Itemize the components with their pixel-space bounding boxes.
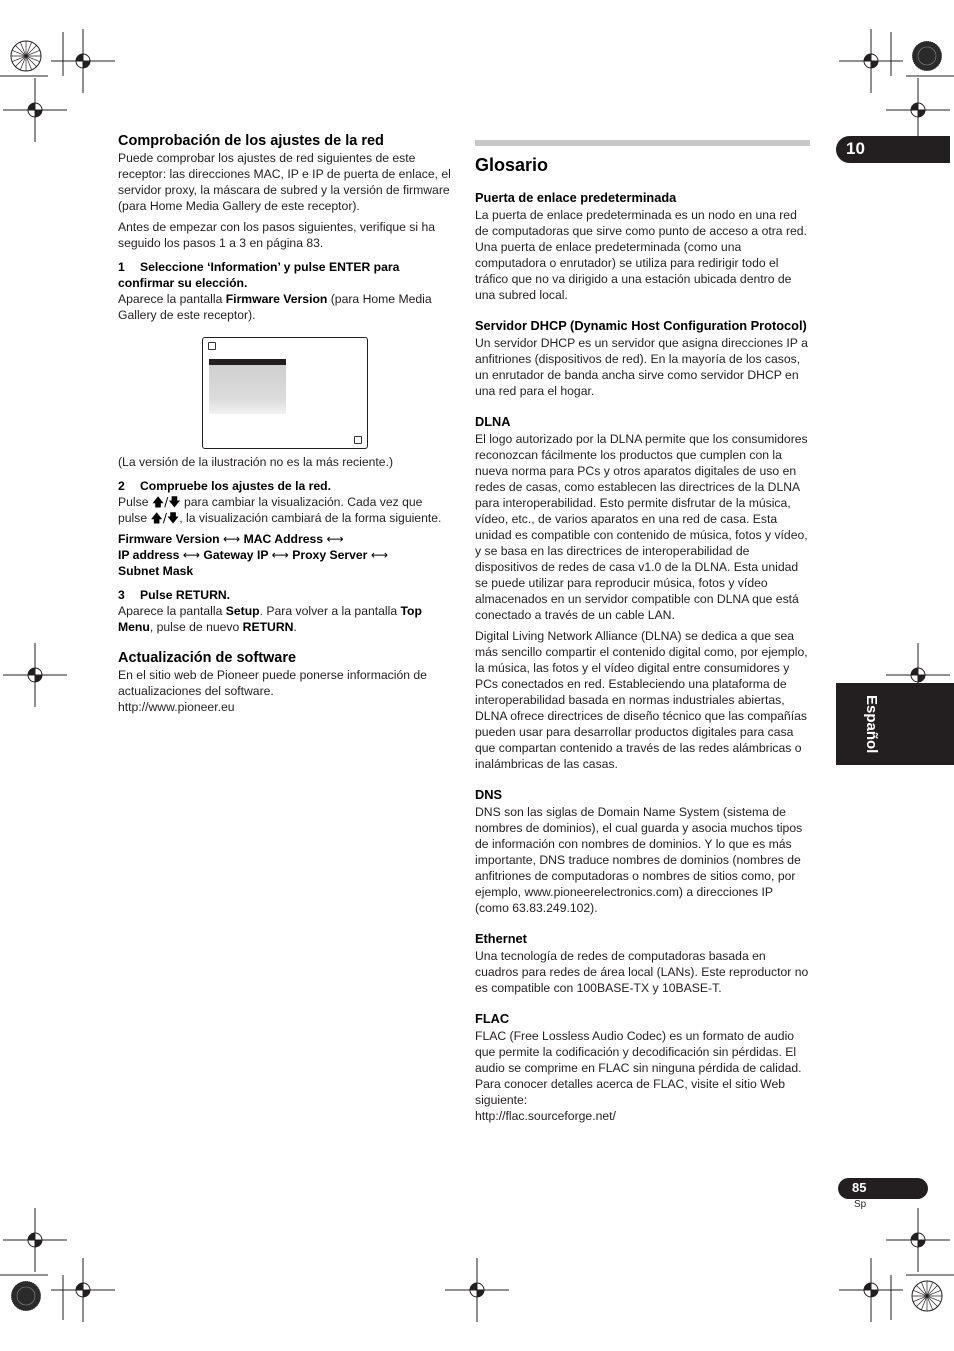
step-number: 1 — [118, 260, 125, 274]
page-number-badge — [838, 1178, 928, 1199]
glossary-term: Servidor DHCP (Dynamic Host Configuration Protocol) — [475, 318, 807, 333]
step-1-heading — [118, 259, 453, 291]
up-down-arrows-icon: 🡅/🡇 — [150, 511, 180, 525]
display-sequence: Firmware Version ⟷ MAC Address ⟷ IP address ⟷ Gateway IP ⟷ Proxy Server ⟷ Subnet Mask — [118, 532, 389, 578]
screen-icon-bottom — [354, 436, 362, 444]
intro-paragraph: Puede comprobar los ajustes de red siguientes de este receptor: las direcciones MAC, IP e IP de puerta de enlace, el servidor proxy, la máscara de subred y la versión de firmware (para Home Media Gallery de este receptor). — [118, 151, 451, 213]
firmware-screen-illustration — [202, 337, 368, 449]
step-1-text: Aparece la pantalla Firmware Version (para Home Media Gallery de este receptor). — [118, 292, 432, 322]
glossary-term: Puerta de enlace predeterminada — [475, 190, 677, 205]
prerequisite-paragraph: Antes de empezar con los pasos siguientes, verifique si ha seguido los pasos 1 a 3 en página 83. — [118, 220, 436, 250]
double-arrow-icon: ⟷ — [370, 548, 389, 562]
flac-url: http://flac.sourceforge.net/ — [475, 1109, 616, 1123]
pioneer-url: http://www.pioneer.eu — [118, 700, 235, 714]
glossary-definition: El logo autorizado por la DLNA permite que los consumidores reconozcan fácilmente los productos que cumplen con la nueva norma para PCs y otros aparatos digitales de uso en redes de casas, como establecen las directrices de la DLNA para interoperabilidad. Esto permite disfrutar de la música, vídeo, etc., de varios aparatos en una red de casa. Esta unidad es compatible con contenido de música, fotos y vídeo, y se basa en las directrices de interoperabilidad de dispositivos de redes de casa v1.0 de la DLNA. Esta unidad se puede utilizar para reproducir música, fotos y vídeo almacenados en un servidor compatible con DLNA que está conectado a través de un cable LAN. — [475, 432, 808, 622]
section-title-network-check: Comprobación de los ajustes de la red — [118, 133, 384, 149]
page-language-code: Sp — [854, 1199, 867, 1210]
glossary-term: FLAC — [475, 1011, 510, 1026]
step-3-heading: 3 Pulse RETURN. — [118, 588, 231, 602]
glossary-term: DLNA — [475, 414, 511, 429]
double-arrow-icon: ⟷ — [326, 532, 344, 546]
screen-menu-area — [209, 365, 286, 414]
chapter-tab — [836, 136, 950, 163]
glossary-definition: Una tecnología de redes de computadoras basada en cuadros para redes de área local (LANs). Este reproductor no es compatible con 100BASE-TX y 10BASE-T. — [475, 949, 809, 995]
glossary-definition: FLAC (Free Lossless Audio Codec) es un formato de audio que permite la codificación y decodificación sin pérdidas. El audio se comprime en FLAC sin ninguna pérdida de calidad. Para conocer detalles acerca de FLAC, visite el sitio Web siguiente: — [475, 1029, 802, 1107]
step-2-heading: 2 Compruebe los ajustes de la red. — [118, 479, 331, 493]
glossary-term: Ethernet — [475, 931, 527, 946]
chapter-number: 10 — [846, 139, 865, 158]
page-number: 85 — [852, 1180, 867, 1195]
step-title: Seleccione ‘Information’ y pulse ENTER para confirmar su elección. — [118, 260, 400, 290]
double-arrow-icon: ⟷ — [223, 532, 241, 546]
glossary-column — [475, 140, 810, 1124]
double-arrow-icon: ⟷ — [182, 548, 201, 562]
glossary-definition: Digital Living Network Alliance (DLNA) se dedica a que sea más sencillo compartir el contenido digital como, por ejemplo, la música, las fotos y el vídeo digital entre consumidores y PCs conectados en red. Estableciendo una plataforma de interoperabilidad basada en normas industriales abiertas, DLNA ofrece directrices de diseño técnico que las compañías pueden usar para desarrollar productos digitales para casa que compartan contenido a través de las redes alámbricas o inalámbricas de las casas. — [475, 629, 808, 771]
glossary-definition: DNS son las siglas de Domain Name System (sistema de nombres de dominios), el cual guarda y asocia muchos tipos de información con nombres de dominios. Y lo que es más importante, DNS traduce nombres de dominios (nombres de anfitriones de computadoras o nombres de sitios como, por ejemplo, www.pioneerelectronics.com) a direcciones IP (como 63.83.249.102). — [475, 805, 803, 915]
software-update-text: En el sitio web de Pioneer puede ponerse información de actualizaciones del software. — [118, 668, 427, 698]
step-2-text: Pulse 🡅/🡇 para cambiar la visualización. Cada vez que pulse 🡅/🡇, la visualización cambiará de la forma siguiente. — [118, 495, 442, 525]
glossary-definition: La puerta de enlace predeterminada es un nodo en una red de computadoras que sirve como punto de acceso a otra red. Una puerta de enlace predeterminada (como una computadora o enrutador) se utiliza para redirigir todo el tráfico que no va dirigido a una estación ubicada dentro de una subred local. — [475, 208, 807, 302]
step-3-text: Aparece la pantalla Setup. Para volver a la pantalla Top Menu, pulse de nuevo RETURN. — [118, 604, 422, 634]
language-tab — [836, 683, 954, 765]
glossary-term: DNS — [475, 787, 503, 802]
left-column — [118, 132, 453, 715]
glossary-definition: Un servidor DHCP es un servidor que asigna direcciones IP a anfitriones (dispositivos de red). En la mayoría de los casos, un enrutador de banda ancha sirve como servidor DHCP en una red para el hogar. — [475, 336, 808, 398]
illustration-caption: (La versión de la ilustración no es la más reciente.) — [118, 455, 394, 469]
double-arrow-icon: ⟷ — [271, 548, 289, 562]
section-title-software-update: Actualización de software — [118, 650, 297, 666]
glossary-rule — [475, 140, 810, 146]
glossary-title: Glosario — [475, 155, 549, 175]
screen-icon-top — [208, 342, 216, 350]
up-down-arrows-icon: 🡅/🡇 — [151, 495, 181, 509]
language-label: Español — [863, 694, 880, 754]
